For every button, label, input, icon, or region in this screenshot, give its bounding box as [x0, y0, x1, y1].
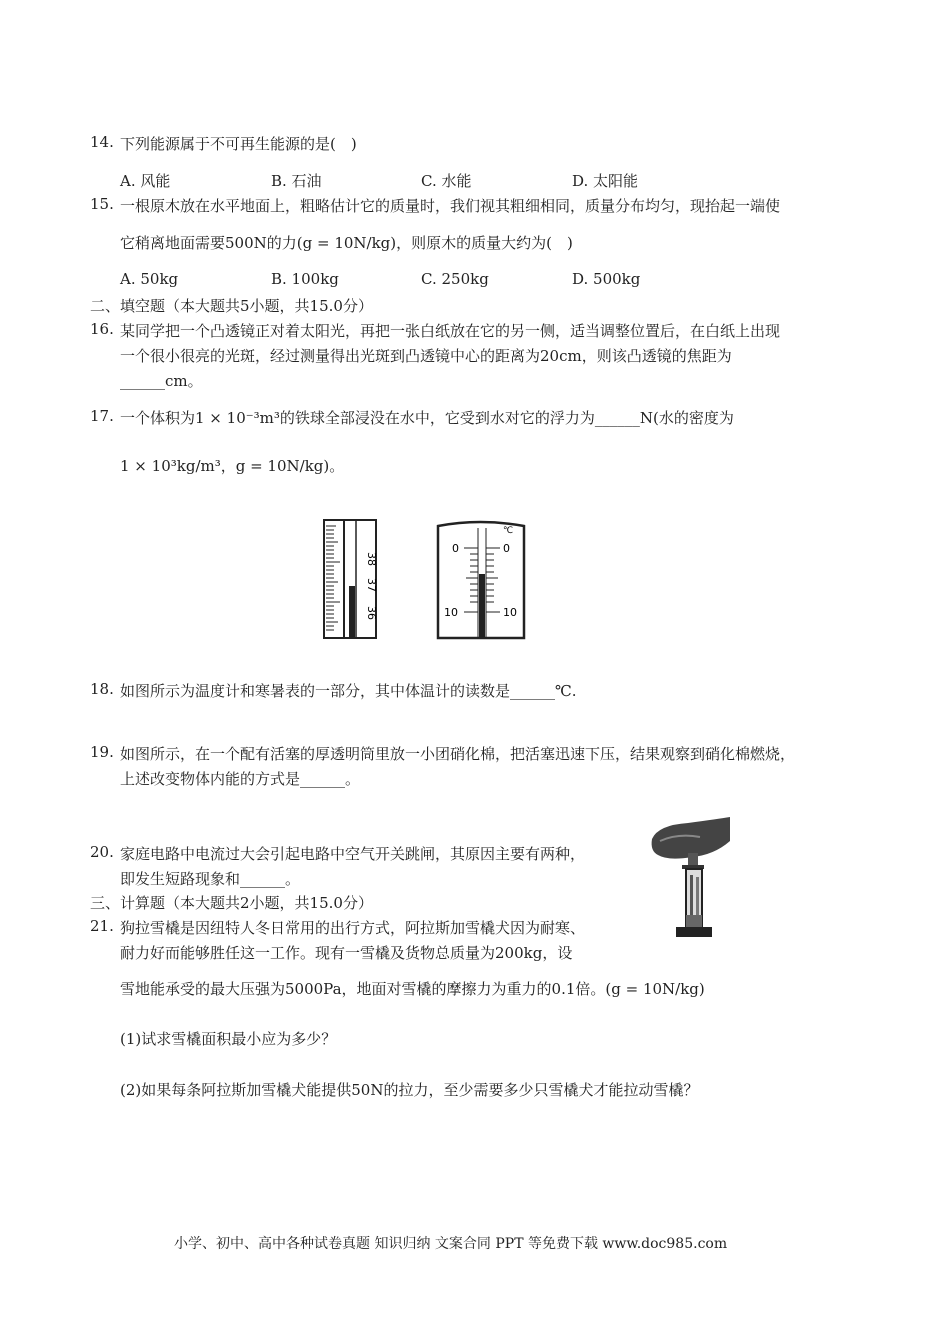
chart-tick-0-left: 0 — [452, 542, 459, 555]
q15-option-d: D. 500kg — [572, 270, 641, 288]
q17-number: 17. — [90, 407, 114, 425]
chart-tick-10-right: 10 — [503, 606, 517, 619]
q15-option-c: C. 250kg — [421, 270, 489, 288]
q14-option-a: A. 风能 — [120, 172, 171, 190]
q18-text: 如图所示为温度计和寒暑表的一部分，其中体温计的读数是______℃. — [120, 682, 577, 700]
q20-line-2: 即发生短路现象和______。 — [120, 870, 301, 888]
q15-number: 15. — [90, 195, 114, 213]
chart-tick-0-right: 0 — [503, 542, 510, 555]
q16-line-2: 一个很小很亮的光斑，经过测量得出光斑到凸透镜中心的距离为20cm，则该凸透镜的焦距为 — [120, 347, 732, 365]
q21-sub-1: (1)试求雪橇面积最小应为多少？ — [120, 1030, 337, 1048]
q19-line-2: 上述改变物体内能的方式是______。 — [120, 770, 361, 788]
thermometer-figure — [320, 516, 540, 642]
q14-option-b: B. 石油 — [271, 172, 322, 190]
q18-number: 18. — [90, 680, 114, 698]
q17-line-1: 一个体积为1 × 10⁻³m³的铁球全部浸没在水中，它受到水对它的浮力为______N(水的密度为 — [120, 409, 734, 427]
q20-number: 20. — [90, 843, 114, 861]
q16-line-3: ______cm。 — [120, 372, 203, 390]
piston-cylinder-illustration — [648, 815, 732, 941]
chart-liquid-column — [479, 574, 485, 638]
q21-number: 21. — [90, 917, 114, 935]
q16-line-1: 某同学把一个凸透镜正对着太阳光，再把一张白纸放在它的另一侧，适当调整位置后，在白纸上出现 — [120, 322, 781, 340]
section-2-heading: 二、填空题（本大题共5小题，共15.0分） — [90, 297, 373, 315]
chart-tick-10-left: 10 — [444, 606, 458, 619]
thermo-tick-37: 37 — [365, 578, 378, 592]
q15-option-a: A. 50kg — [120, 270, 179, 288]
thermo-tick-36: 36 — [365, 606, 378, 620]
q16-number: 16. — [90, 320, 114, 338]
q14-option-d: D. 太阳能 — [572, 172, 639, 190]
cold-heat-chart — [438, 522, 524, 638]
q14-stem: 下列能源属于不可再生能源的是( ) — [120, 135, 357, 153]
clinical-thermometer — [324, 520, 378, 638]
q15-line-2: 它稍离地面需要500N的力(g = 10N/kg)，则原木的质量大约为( ) — [120, 234, 573, 252]
q19-line-1: 如图所示，在一个配有活塞的厚透明筒里放一小团硝化棉，把活塞迅速下压，结果观察到硝化棉燃烧， — [120, 745, 796, 763]
hand-shape — [652, 817, 730, 859]
q21-line-3: 雪地能承受的最大压强为5000Pa，地面对雪橇的摩擦力为重力的0.1倍。(g = 10N/kg) — [120, 980, 705, 998]
q14-option-c: C. 水能 — [421, 172, 472, 190]
q21-line-1: 狗拉雪橇是因纽特人冬日常用的出行方式，阿拉斯加雪橇犬因为耐寒、 — [120, 919, 586, 937]
q15-option-b: B. 100kg — [271, 270, 339, 288]
thermo-tick-38: 38 — [365, 552, 378, 566]
page-footer: 小学、初中、高中各种试卷真题 知识归纳 文案合同 PPT 等免费下载 www.doc985.com — [174, 1236, 728, 1252]
q20-line-1: 家庭电路中电流过大会引起电路中空气开关跳闸，其原因主要有两种， — [120, 845, 586, 863]
q14-number: 14. — [90, 133, 114, 151]
q21-line-2: 耐力好而能够胜任这一工作。现有一雪橇及货物总质量为200kg，设 — [120, 944, 573, 962]
q17-line-2: 1 × 10³kg/m³，g = 10N/kg)。 — [120, 457, 345, 475]
q15-line-1: 一根原木放在水平地面上，粗略估计它的质量时，我们视其粗细相同，质量分布均匀，现抬起一端使 — [120, 197, 781, 215]
q19-number: 19. — [90, 743, 114, 761]
cylinder-base — [676, 927, 712, 937]
q21-sub-2: (2)如果每条阿拉斯加雪橇犬能提供50N的拉力，至少需要多少只雪橇犬才能拉动雪橇？ — [120, 1081, 699, 1099]
chart-unit: ℃ — [503, 526, 514, 536]
mercury-column — [349, 586, 355, 638]
section-3-heading: 三、计算题（本大题共2小题，共15.0分） — [90, 894, 373, 912]
